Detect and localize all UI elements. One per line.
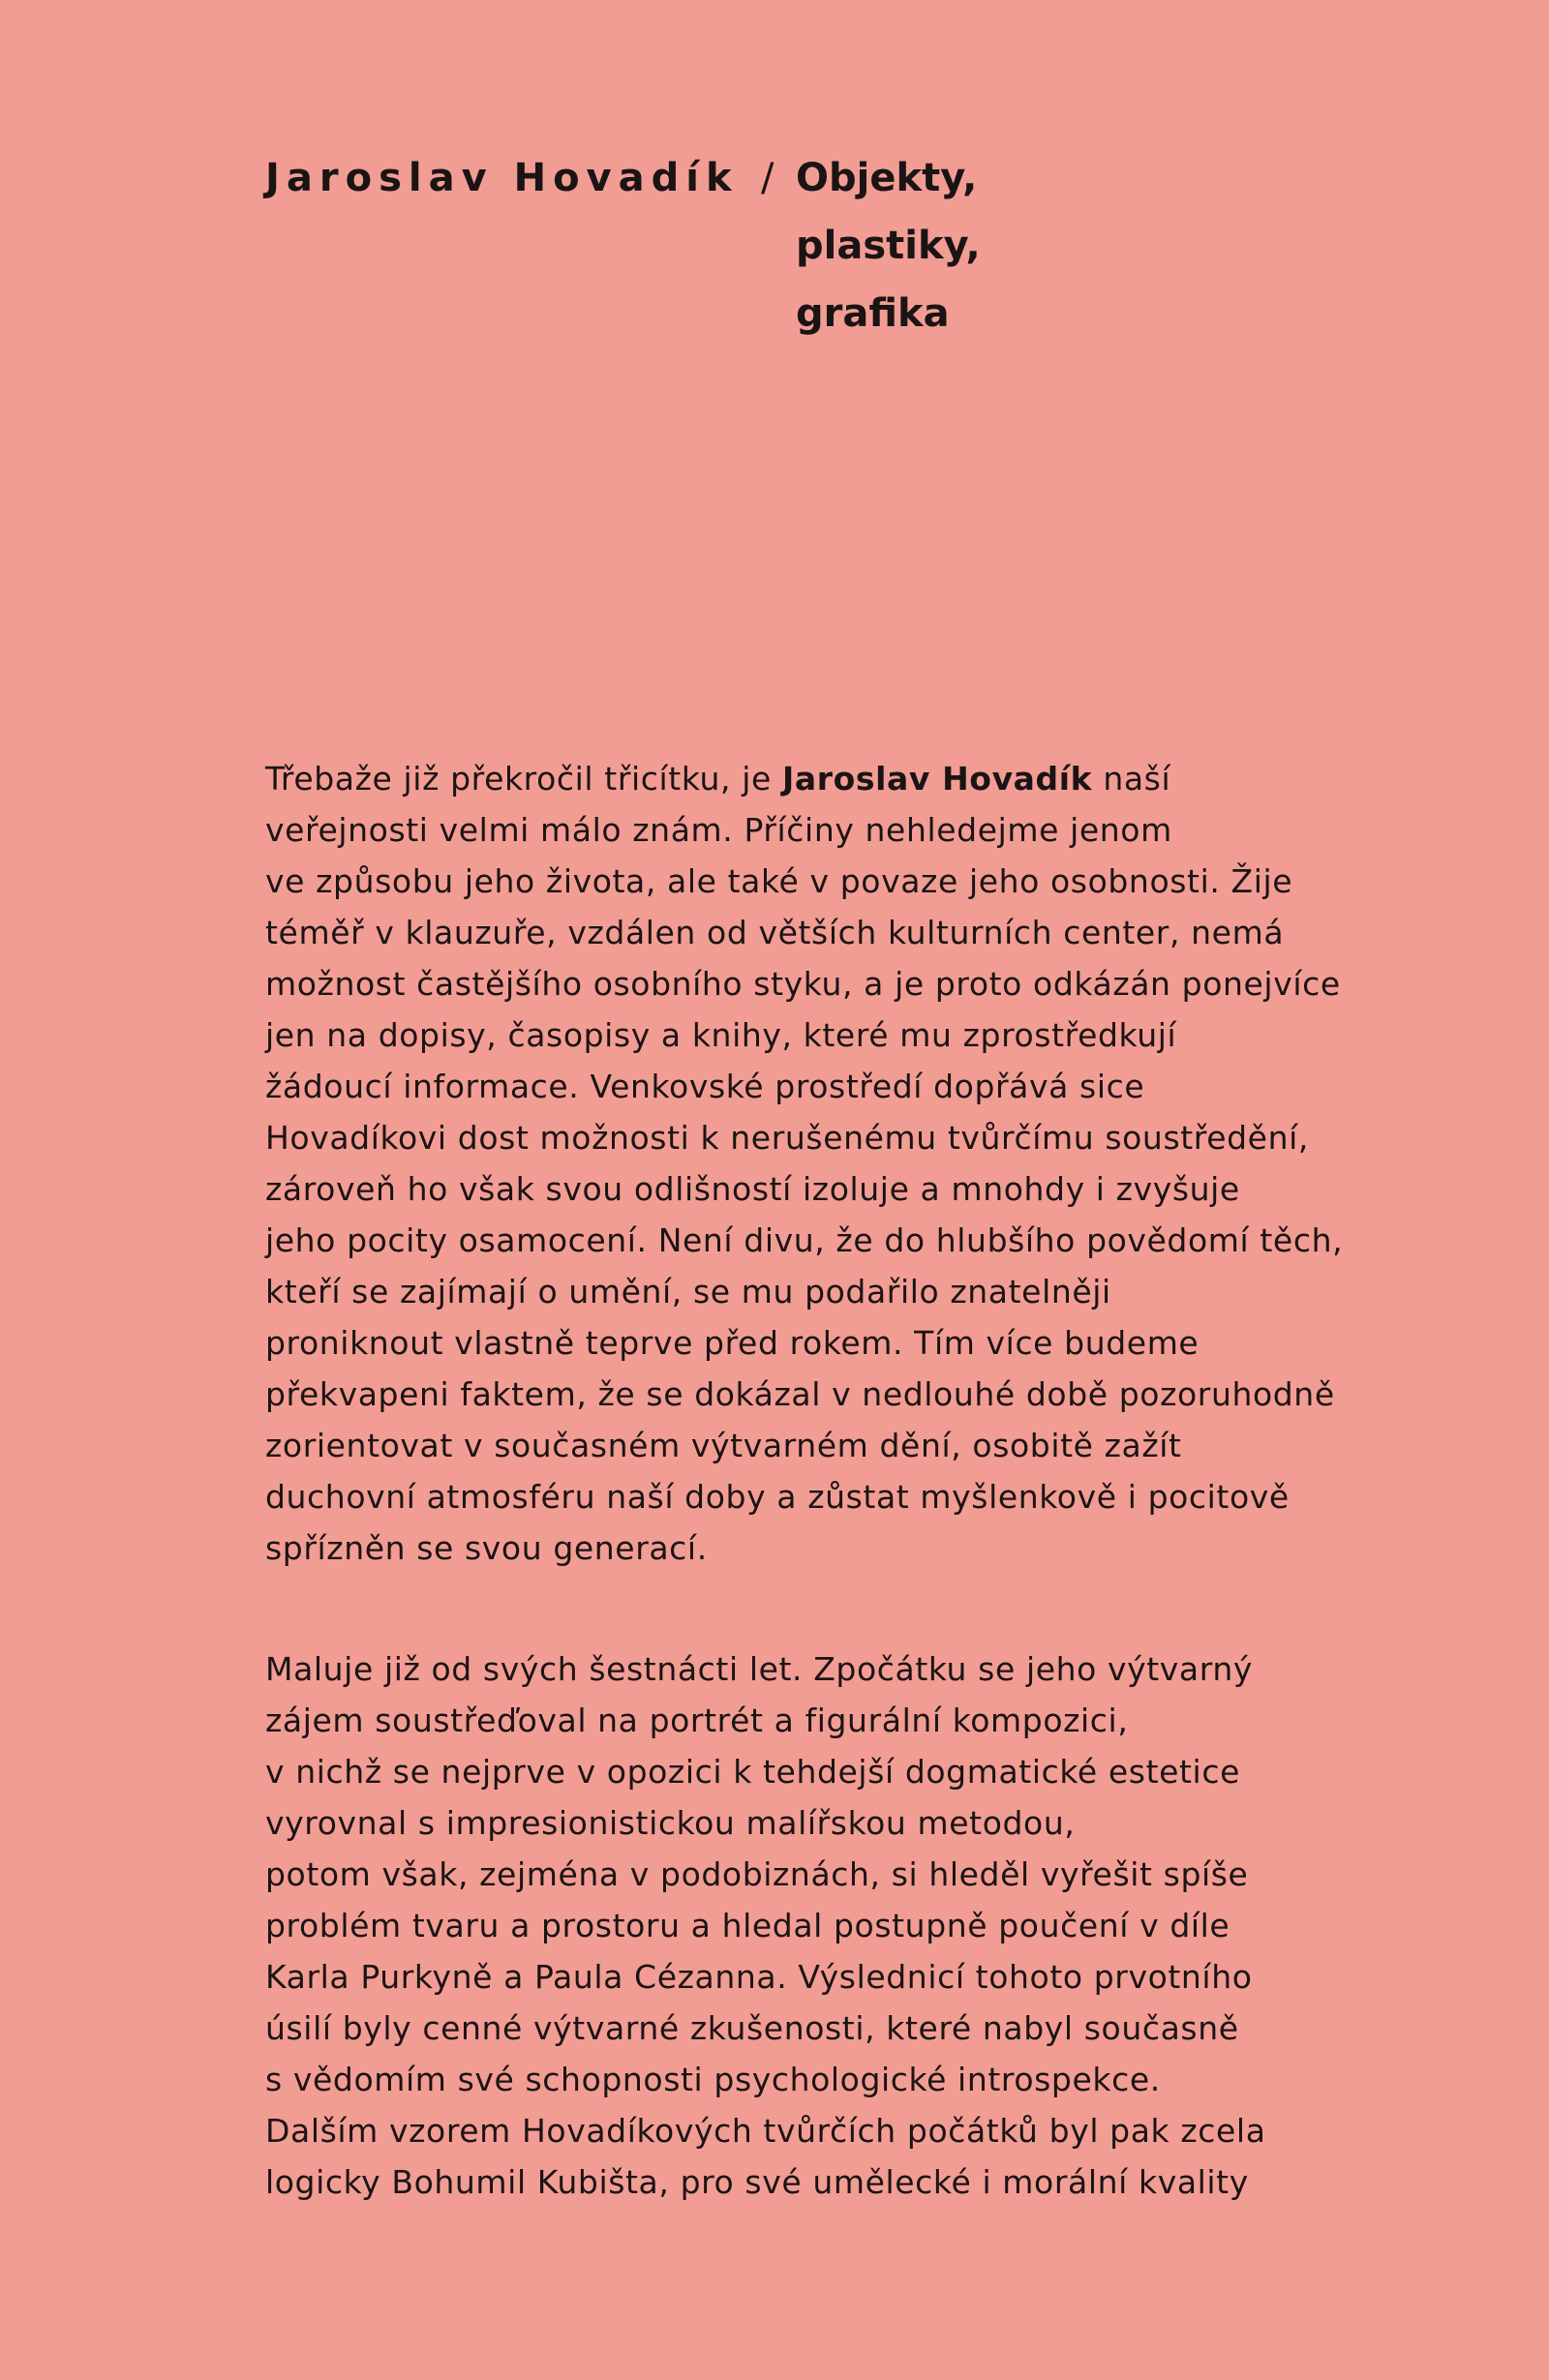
text-line: spřízněn se svou generací. bbox=[265, 1529, 708, 1567]
text-line bbox=[265, 753, 1359, 804]
text-line: duchovní atmosféru naší doby a zůstat myšlenkově i pocitově bbox=[265, 1478, 1290, 1516]
title-line: plastiky, bbox=[796, 224, 981, 268]
text-line: v nichž se nejprve v opozici k tehdejší dogmatické estetice bbox=[265, 1753, 1240, 1791]
title-separator: / bbox=[761, 156, 774, 200]
text-line: Maluje již od svých šestnácti let. Zpočátku se jeho výtvarný bbox=[265, 1650, 1253, 1688]
text-line: žádoucí informace. Venkovské prostředí dopřává sice bbox=[265, 1068, 1145, 1105]
text-line: veřejnosti velmi málo znám. Příčiny nehledejme jenom bbox=[265, 811, 1172, 849]
text-line: téměř v klauzuře, vzdálen od větších kulturních center, nemá bbox=[265, 914, 1285, 951]
text-span: Třebaže již překročil třicítku, je bbox=[265, 760, 782, 798]
text-line: problém tvaru a prostoru a hledal postupně poučení v díle bbox=[265, 1907, 1230, 1944]
author-name-inline: Jaroslav Hovadík bbox=[781, 760, 1093, 798]
text-line: Hovadíkovi dost možnosti k nerušenému tvůrčímu soustředění, bbox=[265, 1119, 1309, 1157]
text-line: s vědomím své schopnosti psychologické introspekce. bbox=[265, 2061, 1161, 2098]
title-line: Objekty, bbox=[796, 156, 978, 200]
paragraph-2 bbox=[265, 1643, 1359, 2208]
text-line: zorientovat v současném výtvarném dění, osobitě zažít bbox=[265, 1427, 1182, 1464]
text-line: zájem soustřeďoval na portrét a figurální kompozici, bbox=[265, 1702, 1129, 1739]
text-line: logicky Bohumil Kubišta, pro své umělecké i morální kvality bbox=[265, 2163, 1249, 2201]
author-name: Jaroslav Hovadík bbox=[265, 156, 739, 200]
text-line: vyrovnal s impresionistickou malířskou metodou, bbox=[265, 1804, 1076, 1842]
text-line: kteří se zajímají o umění, se mu podařilo znatelněji bbox=[265, 1273, 1111, 1311]
text-line: jeho pocity osamocení. Není divu, že do hlubšího povědomí těch, bbox=[265, 1221, 1344, 1259]
text-line: Dalším vzorem Hovadíkových tvůrčích počátků byl pak zcela bbox=[265, 2112, 1266, 2150]
text-line: Karla Purkyně a Paula Cézanna. Výslednicí tohoto prvotního bbox=[265, 1958, 1253, 1996]
text-line: proniknout vlastně teprve před rokem. Tím více budeme bbox=[265, 1324, 1200, 1362]
text-line: potom však, zejména v podobiznách, si hleděl vyřešit spíše bbox=[265, 1855, 1249, 1893]
text-line: ve způsobu jeho života, ale také v povaze jeho osobnosti. Žije bbox=[265, 862, 1293, 900]
text-line: zároveň ho však svou odlišností izoluje a mnohdy i zvyšuje bbox=[265, 1170, 1240, 1208]
title-line: grafika bbox=[796, 291, 950, 336]
text-line: jen na dopisy, časopisy a knihy, které mu zprostředkují bbox=[265, 1016, 1177, 1054]
text-line: překvapeni faktem, že se dokázal v nedlouhé době pozoruhodně bbox=[265, 1375, 1335, 1413]
text-span: naší bbox=[1092, 760, 1171, 798]
paragraph-1 bbox=[265, 753, 1359, 1574]
text-line: úsilí byly cenné výtvarné zkušenosti, které nabyl současně bbox=[265, 2009, 1239, 2047]
text-line: možnost častějšího osobního styku, a je proto odkázán ponejvíce bbox=[265, 965, 1341, 1003]
